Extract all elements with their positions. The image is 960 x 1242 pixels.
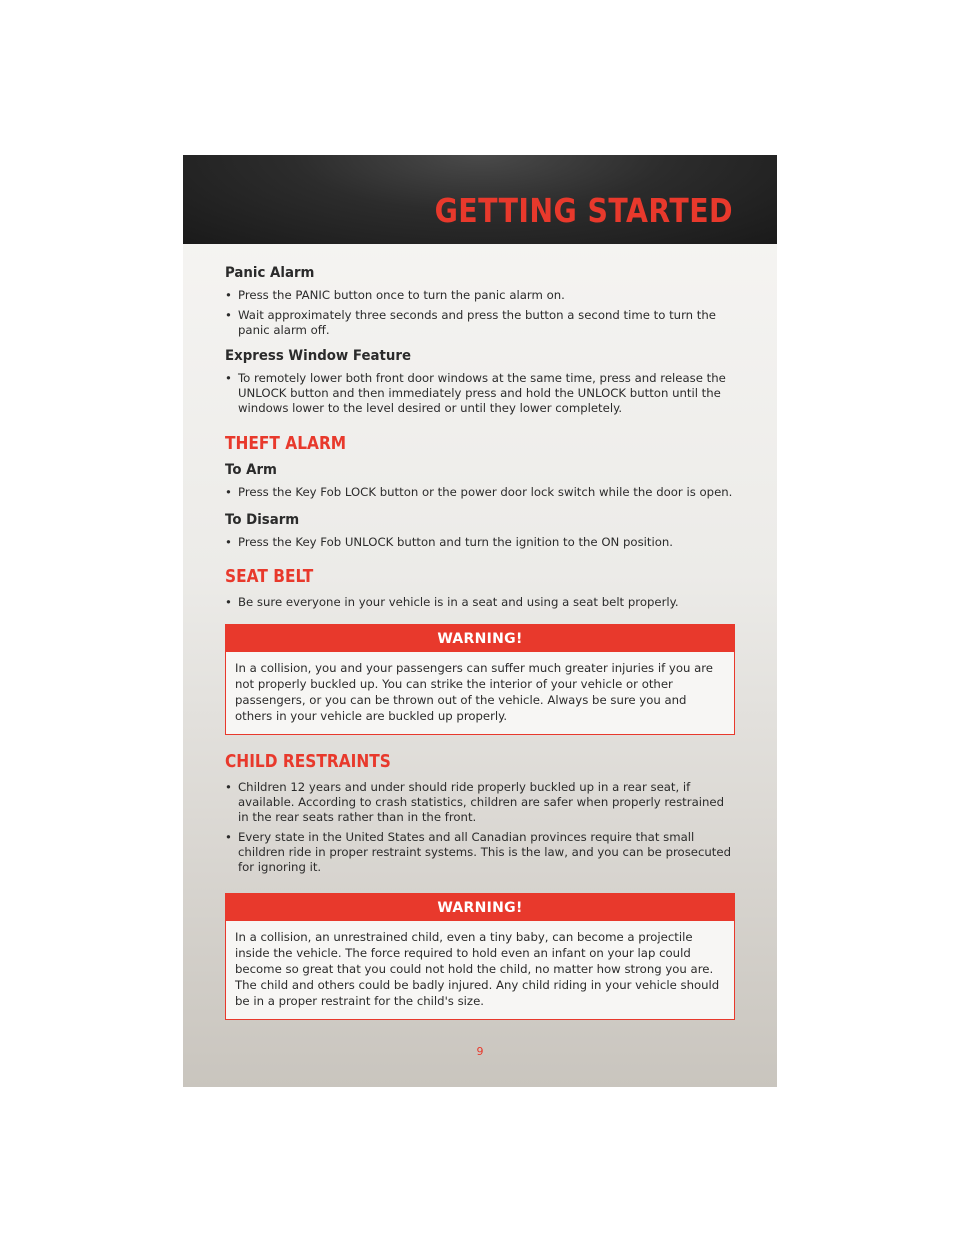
seat-belt-list: [225, 595, 735, 610]
to-disarm-list: [225, 535, 735, 550]
express-window-list: [225, 371, 735, 416]
page-content: [225, 265, 735, 1020]
theft-alarm-heading: THEFT ALARM: [225, 434, 347, 454]
seat-belt-heading: SEAT BELT: [225, 567, 314, 587]
to-arm-list: [225, 485, 735, 500]
panic-alarm-heading: Panic Alarm: [225, 265, 315, 281]
child-restraints-heading: CHILD RESTRAINTS: [225, 752, 391, 772]
list-item: • Children 12 years and under should ride properly buckled up in a rear seat, if available. According to crash statistics, children are safer when properly restrained in the rear seats rather than in the front.: [225, 780, 735, 825]
list-item: • To remotely lower both front door windows at the same time, press and release the UNLOCK button and then immediately press and hold the UNLOCK button until the windows lower to the level desired or until they lower completely.: [225, 371, 735, 416]
list-item: • Press the Key Fob LOCK button or the power door lock switch while the door is open.: [225, 485, 735, 500]
seat-belt-warning: [225, 624, 735, 735]
warning-text: In a collision, an unrestrained child, even a tiny baby, can become a projectile inside the vehicle. The force required to hold even an infant on your lap could become so great that you could not hold the child, no matter how strong you are. The child and others could be badly injured. Any child riding in your vehicle should be in a proper restraint for the child's size.: [235, 930, 720, 1008]
page-number: 9: [476, 1045, 484, 1058]
list-item: • Every state in the United States and all Canadian provinces require that small children ride in proper restraint systems. This is the law, and you can be prosecuted for ignoring it.: [225, 830, 735, 875]
child-restraints-warning: [225, 893, 735, 1020]
list-item: • Press the PANIC button once to turn the panic alarm on.: [225, 288, 735, 303]
to-disarm-heading: To Disarm: [225, 512, 300, 528]
page-header: [183, 155, 777, 244]
panic-alarm-list: [225, 288, 735, 338]
to-arm-heading: To Arm: [225, 462, 277, 478]
warning-title: WARNING!: [226, 625, 734, 652]
list-item: • Be sure everyone in your vehicle is in a seat and using a seat belt properly.: [225, 595, 735, 610]
list-item: • Press the Key Fob UNLOCK button and turn the ignition to the ON position.: [225, 535, 735, 550]
child-restraints-list: [225, 780, 735, 875]
manual-page: [183, 155, 777, 1087]
list-item: • Wait approximately three seconds and press the button a second time to turn the panic alarm off.: [225, 308, 735, 338]
header-title: GETTING STARTED: [434, 191, 733, 230]
warning-text: In a collision, you and your passengers can suffer much greater injuries if you are not properly buckled up. You can strike the interior of your vehicle or other passengers, or you can be thrown out of the vehicle. Always be sure you and others in your vehicle are buckled up properly.: [235, 661, 713, 723]
warning-title: WARNING!: [226, 894, 734, 921]
express-window-heading: Express Window Feature: [225, 348, 412, 364]
